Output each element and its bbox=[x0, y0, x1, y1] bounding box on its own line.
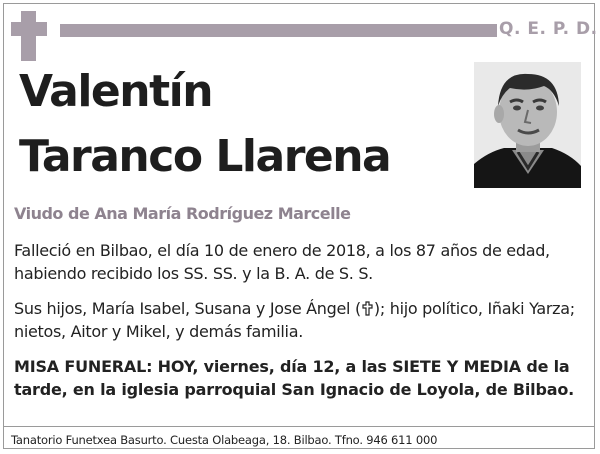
footer-divider bbox=[3, 426, 595, 427]
death-notice-paragraph: Falleció en Bilbao, el día 10 de enero de 2018, a los 87 años de edad, habiendo recibido los SS. SS. y la B. A. de S. S. bbox=[14, 241, 550, 283]
cross-outline-icon bbox=[361, 299, 374, 314]
funeral-home-info: Tanatorio Funetxea Basurto. Cuesta Olabeaga, 18. Bilbao. Tfno. 946 611 000 bbox=[11, 433, 438, 447]
header-rule bbox=[60, 24, 497, 37]
portrait-photo bbox=[474, 62, 581, 188]
widower-of-line: Viudo de Ana María Rodríguez Marcelle bbox=[14, 204, 351, 223]
deceased-first-name: Valentín bbox=[19, 66, 213, 117]
family-text-before: Sus hijos, María Isabel, Susana y Jose Ángel ( bbox=[14, 299, 361, 318]
funeral-mass-paragraph: MISA FUNERAL: HOY, viernes, día 12, a las SIETE Y MEDIA de la tarde, en la iglesia parroquial San Ignacio de Loyola, de Bilbao. bbox=[14, 357, 574, 399]
family-paragraph bbox=[14, 297, 588, 343]
deceased-surnames: Taranco Llarena bbox=[19, 131, 391, 182]
qepd-label: Q. E. P. D. bbox=[499, 19, 598, 39]
family-text-after: ); hijo político, Iñaki Yarza; nietos, Aitor y Mikel, y demás familia. bbox=[14, 299, 575, 341]
